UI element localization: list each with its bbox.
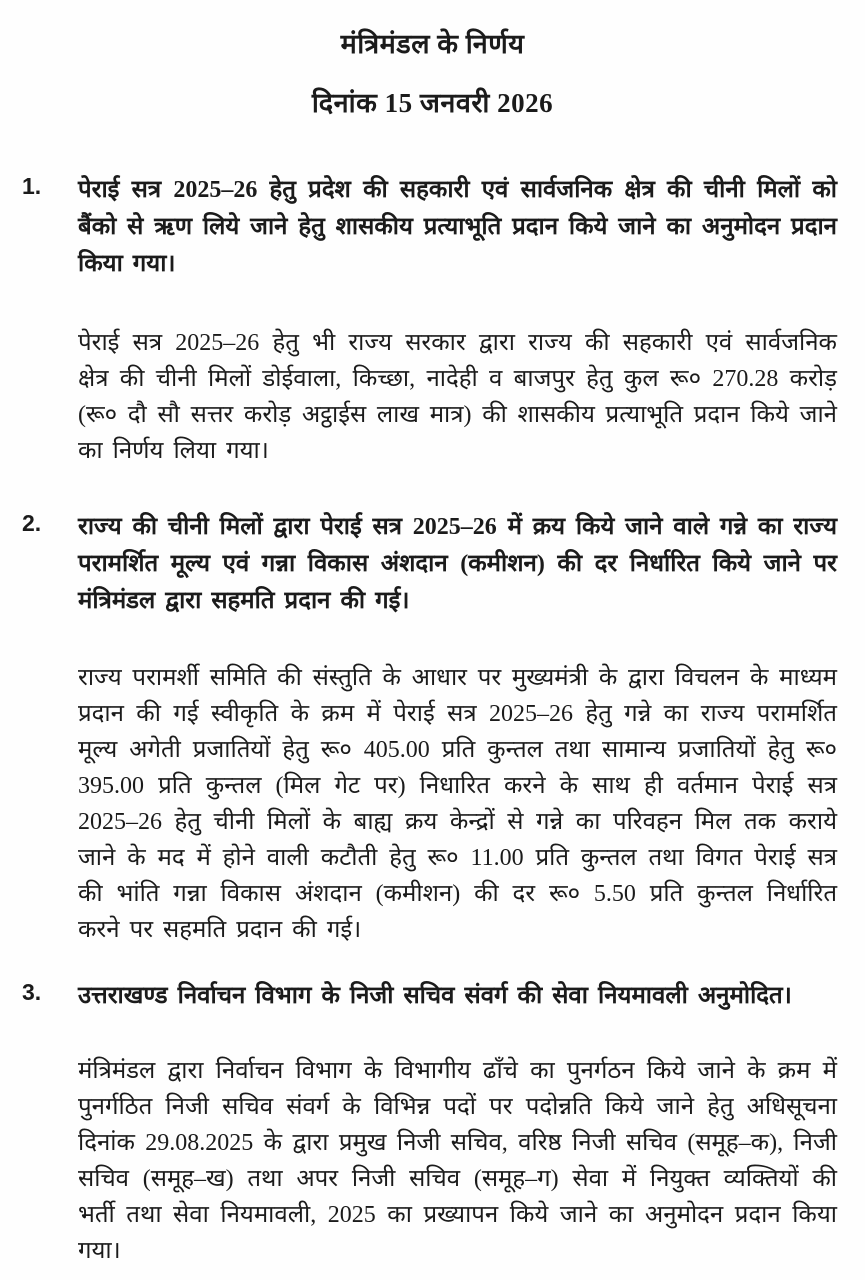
section-2-heading: राज्य की चीनी मिलों द्वारा पेराई सत्र 2025–26 में क्रय किये जाने वाले गन्ने का राज्य परामर्शित मूल्य एवं गन्ना विकास अंशदान (कमीशन) की दर निर्धारित किये जाने पर मंत्रिमंडल द्वारा सहमति प्रदान की गई। <box>78 514 837 614</box>
section-3-heading: उत्तराखण्ड निर्वाचन विभाग के निजी सचिव संवर्ग की सेवा नियमावली अनुमोदित। <box>78 983 792 1009</box>
section-1-heading: पेराई सत्र 2025–26 हेतु प्रदेश की सहकारी एवं सार्वजनिक क्षेत्र की चीनी मिलों को बैंको से ऋण लिये जाने हेतु शासकीय प्रत्याभूति प्रदान किये जाने का अनुमोदन प्रदान किया गया। <box>78 177 837 277</box>
section-2-number: 2. <box>22 510 42 536</box>
section-1-body: पेराई सत्र 2025–26 हेतु भी राज्य सरकार द्वारा राज्य की सहकारी एवं सार्वजनिक क्षेत्र की चीनी मिलों डोईवाला, किच्छा, नादेही व बाजपुर हेतु कुल रू० 270.28 करोड़ (रू० दौ सौ सत्तर करोड़ अट्ठाईस लाख मात्र) की शासकीय प्रत्याभूति प्रदान किये जाने का निर्णय लिया गया। <box>78 330 837 464</box>
section-1 <box>22 172 837 469</box>
section-3-body: मंत्रिमंडल द्वारा निर्वाचन विभाग के विभागीय ढाँचे का पुनर्गठन किये जाने के क्रम में पुनर्गठित निजी सचिव संवर्ग के विभिन्न पदों पर पदोन्नति किये जाने हेतु अधिसूचना दिनांक 29.08.2025 के द्वारा प्रमुख निजी सचिव, वरिष्ठ निजी सचिव (समूह–क), निजी सचिव (समूह–ख) तथा अपर निजी सचिव (समूह–ग) सेवा में नियुक्त व्यक्तियों की भर्ती तथा सेवा नियमावली, 2025 का प्रख्यापन किये जाने का अनुमोदन प्रदान किया गया। <box>78 1058 837 1264</box>
section-1-number: 1. <box>22 173 42 199</box>
section-3-number: 3. <box>22 979 42 1005</box>
section-3 <box>22 978 837 1269</box>
section-2 <box>22 509 837 948</box>
page-title: मंत्रिमंडल के निर्णय <box>340 29 525 59</box>
document-date: दिनांक 15 जनवरी 2026 <box>311 88 554 118</box>
section-2-body: राज्य परामर्शी समिति की संस्तुति के आधार पर मुख्यमंत्री के द्वारा विचलन के माध्यम प्रदान की गई स्वीकृति के क्रम में पेराई सत्र 2025–26 हेतु गन्ने का राज्य परामर्शित मूल्य अगेती प्रजातियों हेतु रू० 405.00 प्रति कुन्तल तथा सामान्य प्रजातियों हेतु रू० 395.00 प्रति कुन्तल (मिल गेट पर) निधारित करने के साथ ही वर्तमान पेराई सत्र 2025–26 हेतु चीनी मिलों के बाह्य क्रय केन्द्रों से गन्ने का परिवहन मिल तक कराये जाने के मद में होने वाली कटौती हेतु रू० 11.00 प्रति कुन्तल तथा विगत पेराई सत्र की भांति गन्ना विकास अंशदान (कमीशन) की दर रू० 5.50 प्रति कुन्तल निर्धारित करने पर सहमति प्रदान की गई। <box>78 665 837 943</box>
